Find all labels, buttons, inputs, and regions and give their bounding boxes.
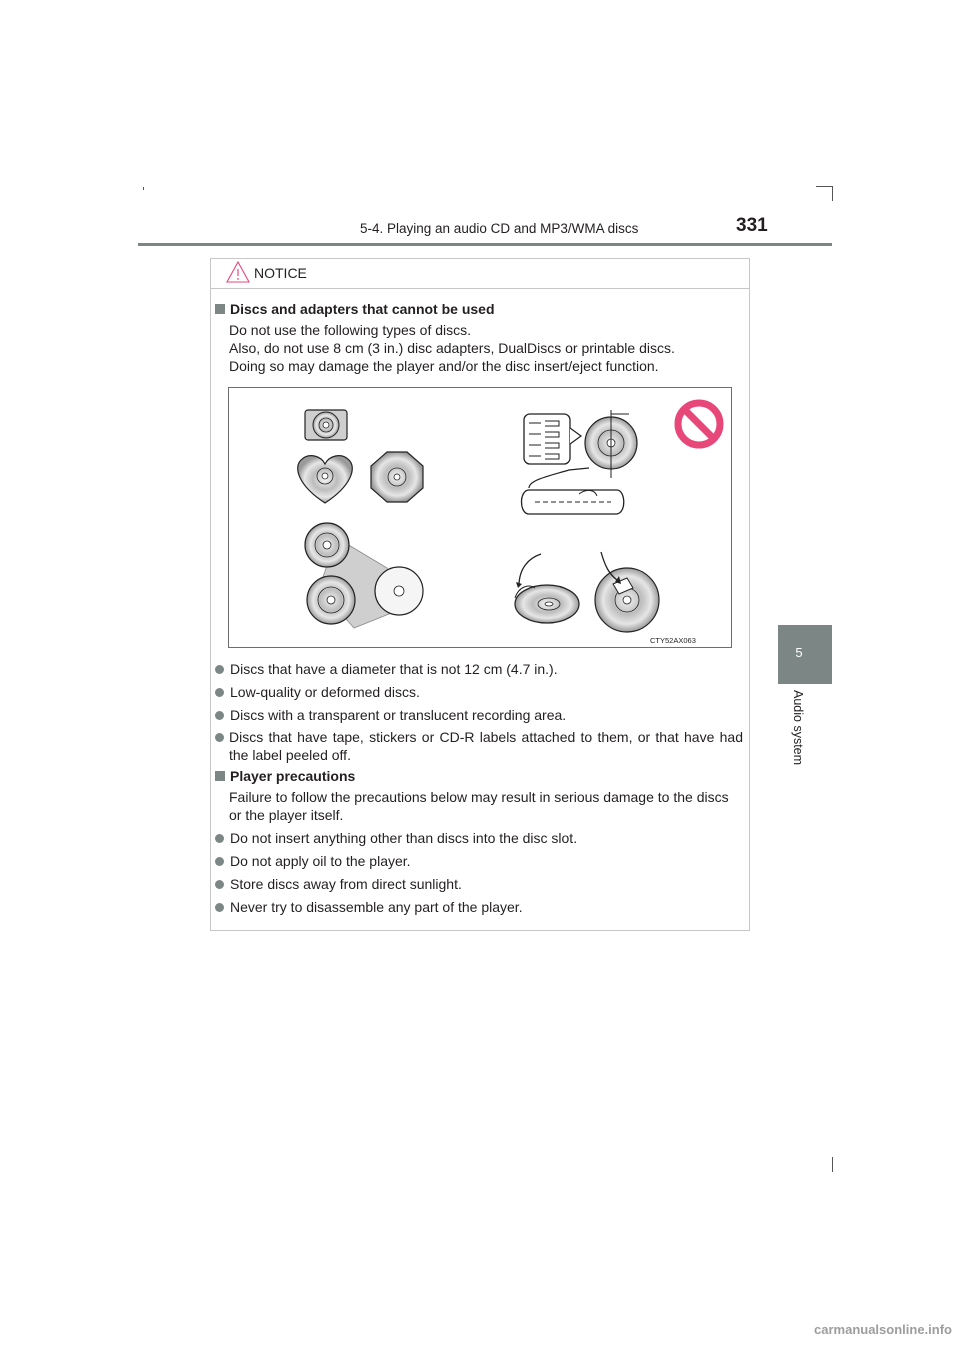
player-intro: Failure to follow the precautions below may result in serious damage to the discs or the player itself.: [229, 789, 729, 823]
prohibited-icon: [678, 403, 720, 445]
crop-mark-top-right-v: [832, 186, 833, 201]
section-heading-discs: Discs and adapters that cannot be used: [215, 301, 495, 317]
discs-illustration: [229, 388, 731, 647]
figure-code: CTY52AX063: [650, 636, 696, 645]
square-bullet-icon: [215, 771, 225, 781]
chapter-label-wrap: [780, 690, 810, 790]
bullet-disassemble: Never try to disassemble any part of the player.: [215, 898, 743, 916]
round-bullet-icon: [215, 688, 224, 697]
round-bullet-icon: [215, 733, 224, 742]
chapter-number: 5: [795, 645, 803, 660]
chapter-label: Audio system: [791, 690, 805, 766]
section-title: 5-4. Playing an audio CD and MP3/WMA discs: [360, 221, 639, 236]
page-number: 331: [736, 215, 768, 236]
intro-line-1: Do not use the following types of discs.: [229, 322, 472, 338]
section-heading-player: Player precautions: [215, 768, 355, 784]
square-bullet-icon: [215, 304, 225, 314]
transparent-discs-icon: [305, 523, 423, 628]
watermark: carmanualsonline.info: [814, 1322, 952, 1337]
intro-line-3: Doing so may damage the player and/or the disc insert/eject function.: [229, 358, 659, 374]
bullet-diameter: Discs that have a diameter that is not 12 cm (4.7 in.).: [215, 660, 743, 678]
warning-triangle-icon: [226, 261, 250, 283]
round-bullet-icon: [215, 711, 224, 720]
bullet-oil: Do not apply oil to the player.: [215, 852, 743, 870]
round-bullet-icon: [215, 665, 224, 674]
heart-disc-icon: [298, 456, 353, 503]
round-bullet-icon: [215, 857, 224, 866]
peeling-label-discs-icon: [515, 552, 659, 632]
round-bullet-icon: [215, 834, 224, 843]
crop-mark-bottom-right: [832, 1157, 833, 1172]
header-rule: [138, 243, 832, 246]
labeled-disc-icon: [522, 410, 638, 514]
bullet-transparent: Discs with a transparent or translucent recording area.: [215, 706, 743, 724]
round-bullet-icon: [215, 880, 224, 889]
bullet-low-quality: Low-quality or deformed discs.: [215, 683, 743, 701]
bullet-tape: Discs that have tape, stickers or CD-R labels attached to them, or that have had the label peeled off.: [229, 729, 743, 763]
intro-line-2: Also, do not use 8 cm (3 in.) disc adapters, DualDiscs or printable discs.: [229, 340, 675, 356]
bullet-sunlight: Store discs away from direct sunlight.: [215, 875, 743, 893]
bullet-insert: Do not insert anything other than discs into the disc slot.: [215, 829, 743, 847]
square-disc-icon: [305, 410, 347, 440]
octagon-disc-icon: [371, 452, 423, 502]
crop-mark-top-right-h: [816, 186, 833, 187]
notice-label: NOTICE: [254, 265, 307, 281]
crop-mark-top-left: [143, 187, 144, 190]
bullet-marker-tape: [215, 729, 225, 747]
round-bullet-icon: [215, 903, 224, 912]
